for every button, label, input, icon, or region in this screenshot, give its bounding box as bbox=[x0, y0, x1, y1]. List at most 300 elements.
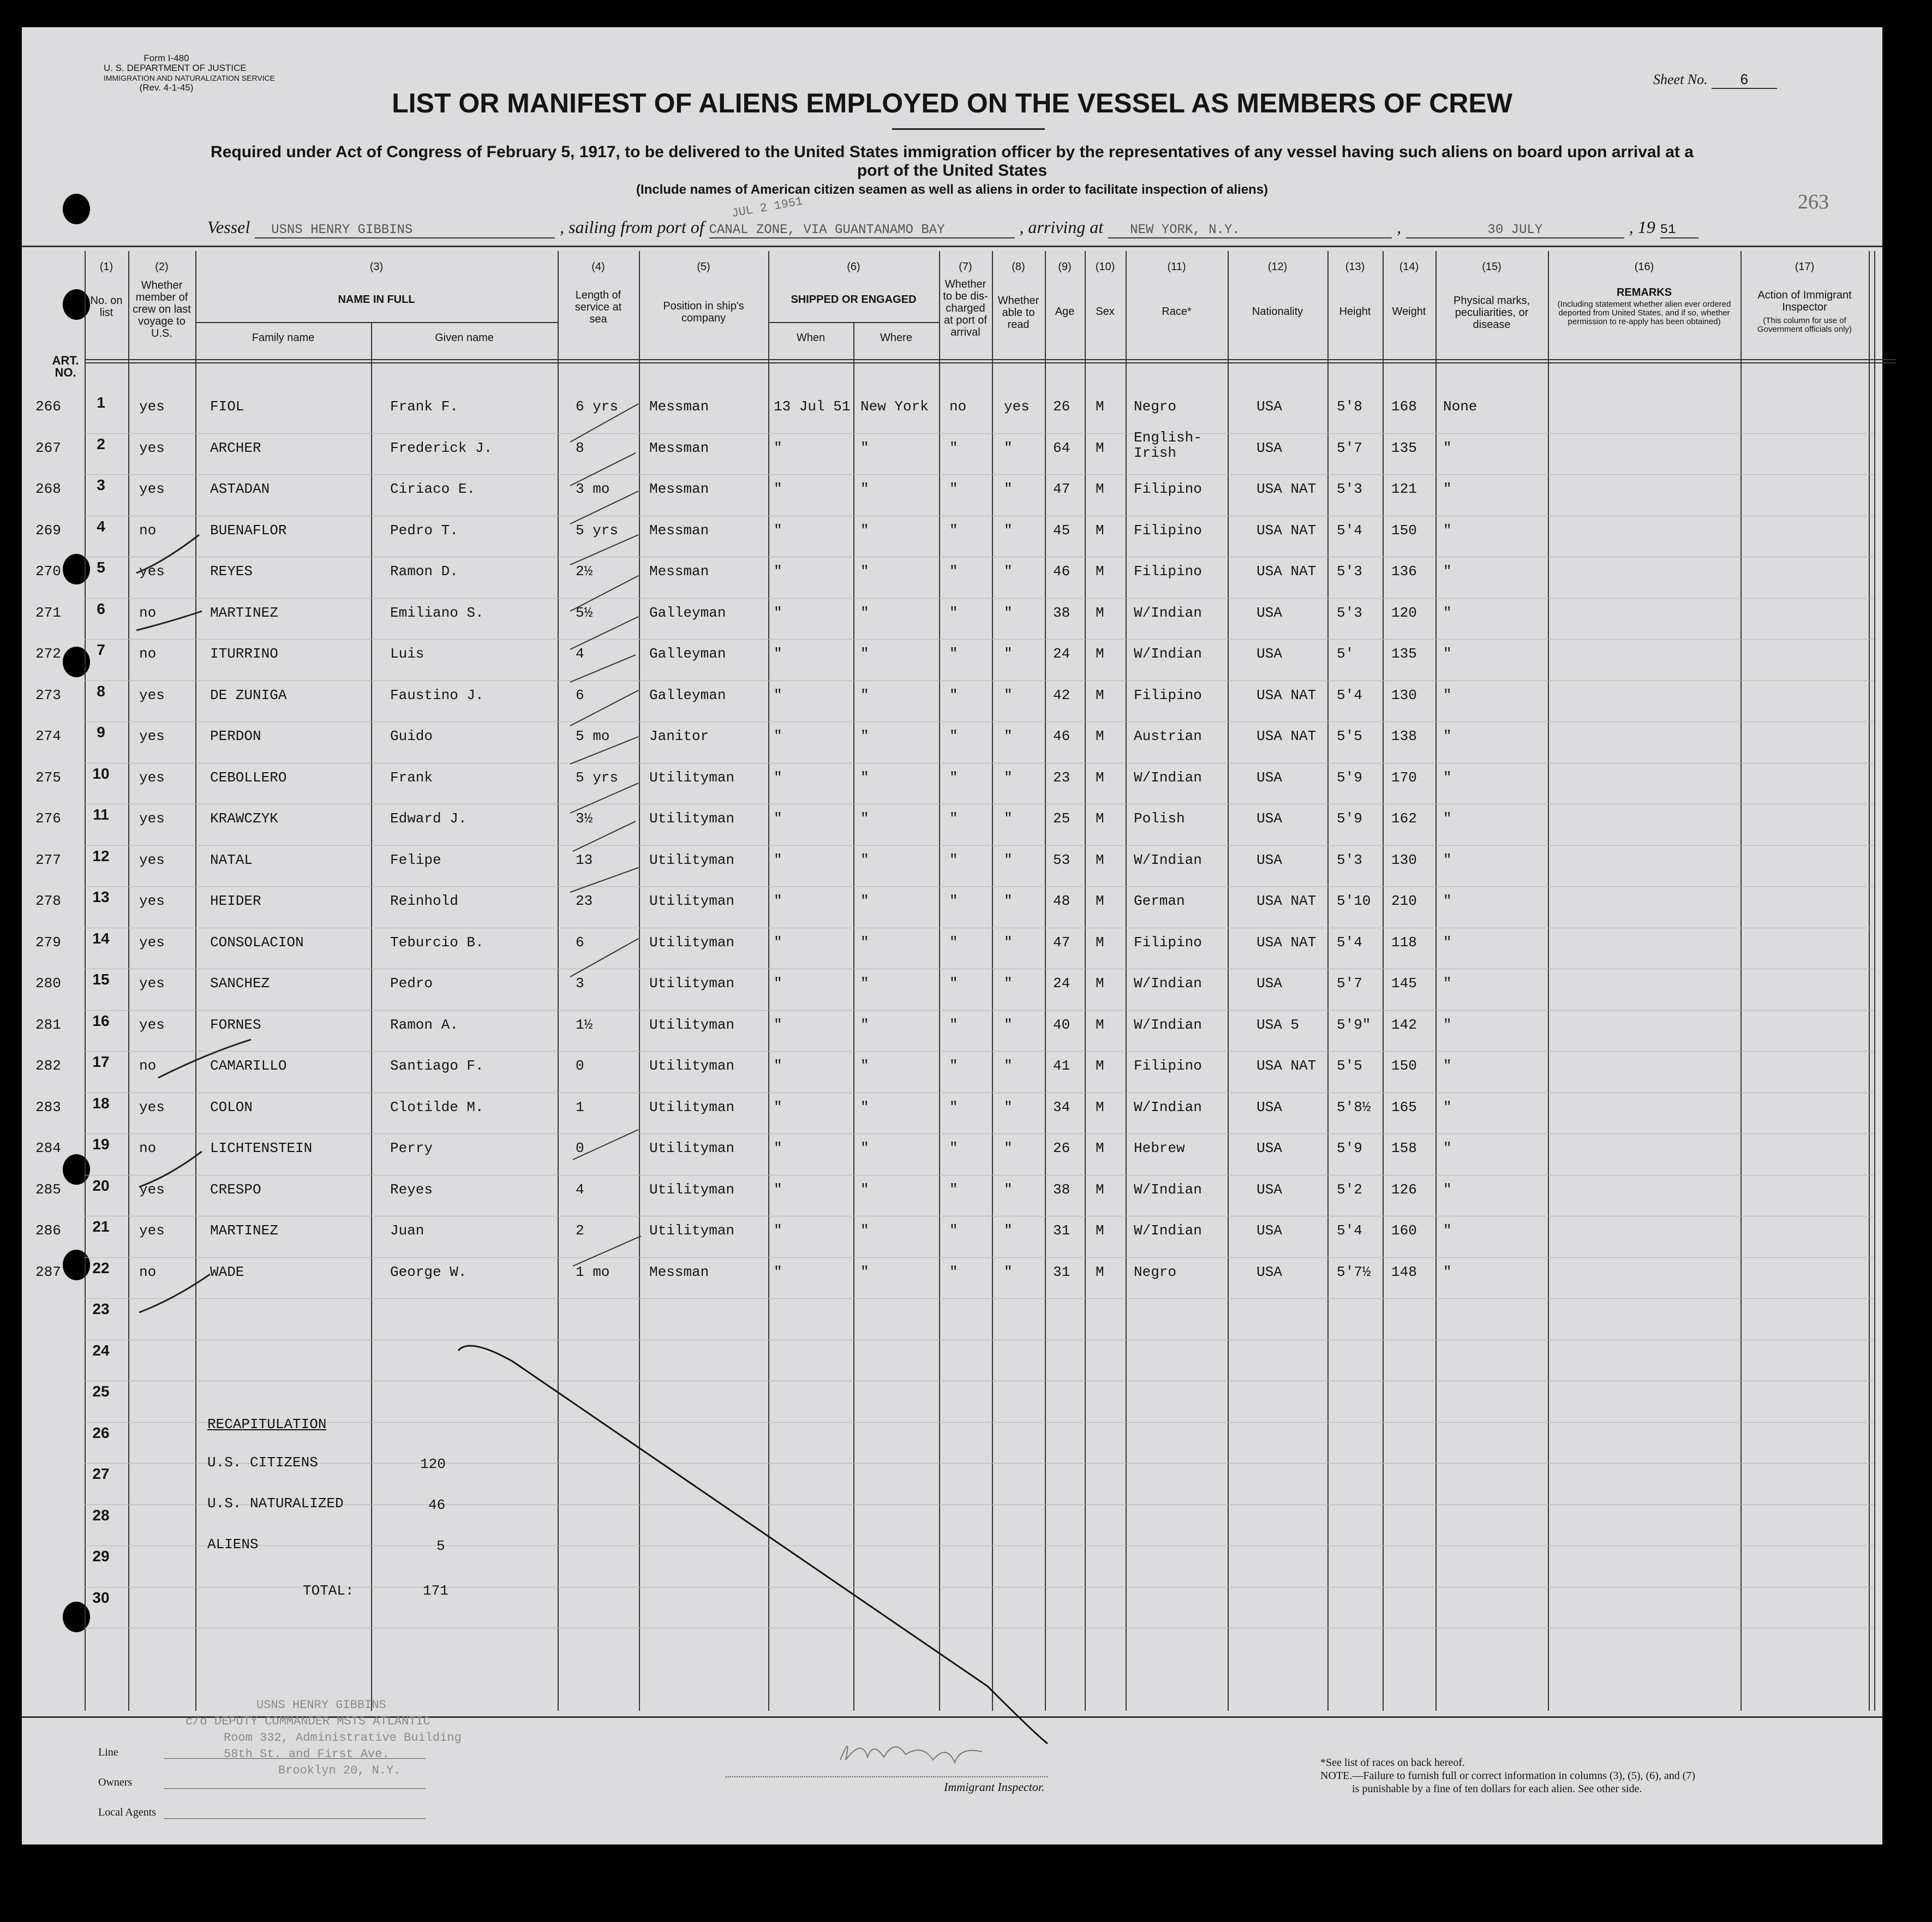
cell-weight: 135 bbox=[1391, 439, 1417, 456]
citizens-label: U.S. CITIZENS bbox=[207, 1454, 318, 1471]
cell-sex: M bbox=[1096, 563, 1104, 580]
cell-when: 13 Jul 51 bbox=[774, 398, 851, 415]
cell-service: 4 bbox=[576, 646, 584, 662]
cell-sex: M bbox=[1096, 851, 1104, 868]
cell-weight: 165 bbox=[1391, 1099, 1417, 1115]
cell-discharged: " bbox=[949, 481, 958, 497]
subtitle-line2: port of the United States bbox=[857, 162, 1048, 180]
cell-read: " bbox=[1004, 934, 1013, 951]
cell-family: NATAL bbox=[210, 851, 253, 868]
cell-read: " bbox=[1004, 481, 1013, 497]
cell-no: 5 bbox=[97, 559, 105, 576]
cell-read: " bbox=[1004, 893, 1013, 909]
cell-art: 287 bbox=[35, 1263, 61, 1280]
departure-port: CANAL ZONE, VIA GUANTANAMO BAY bbox=[709, 223, 1015, 238]
cell-service: 1½ bbox=[576, 1016, 593, 1033]
subtitle-line1: Required under Act of Congress of February 5, 1917, to be delivered to the United States immigration officer by the representatives of any vessel having such aliens on board upon arrival at a bbox=[211, 143, 1694, 161]
cell-given: George W. bbox=[390, 1263, 467, 1280]
cell-position: Messman bbox=[649, 439, 709, 456]
cell-given: Pedro T. bbox=[390, 522, 458, 539]
cell-when: " bbox=[774, 1222, 782, 1239]
cell-marks: " bbox=[1443, 893, 1452, 909]
cell-nationality: USA bbox=[1257, 810, 1282, 827]
cell-read: " bbox=[1004, 1058, 1013, 1074]
cell-given: Frank F. bbox=[390, 398, 458, 415]
cell-weight: 130 bbox=[1391, 687, 1417, 703]
recap-heading: RECAPITULATION bbox=[207, 1416, 327, 1432]
cell-where: " bbox=[860, 1222, 869, 1239]
cell-position: Utilityman bbox=[649, 1181, 735, 1198]
cell-discharged: " bbox=[949, 1222, 958, 1239]
cell-age: 24 bbox=[1053, 646, 1070, 662]
stamp-line1: USNS HENRY GIBBINS bbox=[256, 1698, 386, 1712]
cell-family: WADE bbox=[210, 1263, 244, 1280]
cell-no: 2 bbox=[97, 435, 105, 452]
cell-where: " bbox=[860, 687, 869, 703]
cell-race: Filipino bbox=[1134, 563, 1202, 580]
cell-discharged: no bbox=[949, 398, 967, 415]
cell-where: " bbox=[860, 1263, 869, 1280]
cell-given: Faustino J. bbox=[390, 687, 484, 703]
cell-when: " bbox=[774, 893, 782, 909]
cell-given: Clotilde M. bbox=[390, 1099, 484, 1115]
col14-header: Weight bbox=[1392, 306, 1426, 318]
cell-weight: 126 bbox=[1391, 1181, 1417, 1198]
cell-discharged: " bbox=[949, 604, 958, 621]
col3-number: (3) bbox=[369, 261, 384, 273]
cell-sex: M bbox=[1096, 1099, 1104, 1115]
cell-nationality: USA NAT bbox=[1257, 728, 1317, 744]
cell-no: 12 bbox=[92, 847, 110, 864]
cell-marks: " bbox=[1443, 769, 1452, 786]
cell-art: 276 bbox=[35, 810, 61, 827]
cell-no: 20 bbox=[92, 1177, 110, 1194]
cell-sex: M bbox=[1096, 1181, 1104, 1198]
form-number: Form I-480 bbox=[143, 53, 189, 63]
cell-read: " bbox=[1004, 1263, 1013, 1280]
cell-age: 40 bbox=[1053, 1016, 1070, 1033]
cell-marks: None bbox=[1443, 398, 1478, 415]
naturalized-count: 46 bbox=[428, 1497, 446, 1513]
cell-discharged: " bbox=[949, 1099, 958, 1115]
cell-read: " bbox=[1004, 851, 1013, 868]
cell-nationality: USA NAT bbox=[1257, 893, 1317, 909]
cell-no: 9 bbox=[97, 724, 105, 741]
cell-discharged: " bbox=[949, 893, 958, 909]
cell-race: Austrian bbox=[1134, 728, 1202, 744]
arrival-date: 30 JULY bbox=[1406, 223, 1624, 238]
cell-service: 4 bbox=[576, 1181, 584, 1198]
col1-number: (1) bbox=[99, 261, 113, 273]
cell-voyage: no bbox=[139, 1058, 157, 1074]
cell-family: MARTINEZ bbox=[210, 1222, 278, 1239]
cell-sex: M bbox=[1096, 769, 1104, 786]
cell-service: 1 mo bbox=[576, 1263, 610, 1280]
cell-read: " bbox=[1004, 1099, 1013, 1115]
cell-height: 5'9 bbox=[1337, 769, 1362, 786]
page-title: LIST OR MANIFEST OF ALIENS EMPLOYED ON THE VESSEL AS MEMBERS OF CREW bbox=[392, 88, 1512, 118]
cell-marks: " bbox=[1443, 1016, 1452, 1033]
cell-given: Pedro bbox=[390, 975, 433, 992]
cell-position: Janitor bbox=[649, 728, 709, 744]
manifest-sheet bbox=[22, 27, 1882, 1845]
cell-nationality: USA NAT bbox=[1257, 522, 1317, 539]
cell-no: 8 bbox=[97, 682, 105, 700]
cell-read: " bbox=[1004, 522, 1013, 539]
cell-art: 272 bbox=[35, 646, 61, 662]
col16-number: (16) bbox=[1634, 261, 1654, 273]
cell-voyage: no bbox=[139, 522, 157, 539]
cell-weight: 142 bbox=[1391, 1016, 1417, 1033]
cell-sex: M bbox=[1096, 646, 1104, 662]
cell-art: 266 bbox=[35, 398, 61, 415]
arrival-year: 51 bbox=[1660, 223, 1698, 238]
cell-race: W/Indian bbox=[1134, 851, 1202, 868]
cell-height: 5'9 bbox=[1337, 810, 1362, 827]
cell-sex: M bbox=[1096, 934, 1104, 951]
cell-service: 5 yrs bbox=[576, 522, 619, 539]
col10-header: Sex bbox=[1096, 306, 1115, 318]
cell-sex: M bbox=[1096, 522, 1104, 539]
cell-art: 267 bbox=[35, 439, 61, 456]
cell-position: Utilityman bbox=[649, 1016, 735, 1033]
cell-marks: " bbox=[1443, 1263, 1452, 1280]
cell-when: " bbox=[774, 810, 782, 827]
cell-family: COLON bbox=[210, 1099, 253, 1115]
cell-art: 278 bbox=[35, 893, 61, 909]
col17-header: Action of Immigrant Inspector bbox=[1757, 289, 1852, 313]
cell-voyage: yes bbox=[139, 728, 165, 744]
cell-art: 271 bbox=[35, 604, 61, 621]
cell-height: 5'3 bbox=[1337, 481, 1362, 497]
cell-service: 13 bbox=[576, 851, 593, 868]
cell-position: Messman bbox=[649, 1263, 709, 1280]
cell-age: 34 bbox=[1053, 1099, 1070, 1115]
given-name-header: Given name bbox=[435, 332, 494, 344]
cell-read: " bbox=[1004, 1181, 1013, 1198]
cell-race: Negro bbox=[1134, 1263, 1177, 1280]
cell-service: 5 yrs bbox=[576, 769, 619, 786]
footer-notes bbox=[1320, 1756, 1695, 1795]
cell-family: SANCHEZ bbox=[210, 975, 270, 992]
service-name: IMMIGRATION AND NATURALIZATION SERVICE bbox=[104, 74, 275, 82]
citizens-count: 120 bbox=[420, 1456, 446, 1472]
agents-label: Local Agents bbox=[98, 1806, 157, 1818]
cell-where: " bbox=[860, 563, 869, 580]
cell-art: 269 bbox=[35, 522, 61, 539]
cell-voyage: yes bbox=[139, 1181, 165, 1198]
cell-discharged: " bbox=[949, 810, 958, 827]
cell-where: " bbox=[860, 604, 869, 621]
cell-when: " bbox=[774, 439, 782, 456]
cell-family: CAMARILLO bbox=[210, 1058, 287, 1074]
cell-when: " bbox=[774, 563, 782, 580]
cell-when: " bbox=[774, 975, 782, 992]
cell-discharged: " bbox=[949, 687, 958, 703]
col13-header: Height bbox=[1339, 306, 1371, 318]
cell-height: 5'9 bbox=[1337, 1140, 1362, 1156]
col17-subheader: (This column for use of Government officials only) bbox=[1757, 316, 1852, 334]
cell-sex: M bbox=[1096, 398, 1104, 415]
cell-family: CONSOLACION bbox=[210, 934, 304, 951]
col15-header: Physical marks, peculiarities, or disease bbox=[1453, 295, 1530, 331]
cell-position: Utilityman bbox=[649, 1140, 735, 1156]
cell-family: KRAWCZYK bbox=[210, 810, 278, 827]
cell-discharged: " bbox=[949, 1181, 958, 1198]
cell-age: 24 bbox=[1053, 975, 1070, 992]
cell-age: 53 bbox=[1053, 851, 1070, 868]
cell-height: 5'4 bbox=[1337, 687, 1362, 703]
cell-nationality: USA bbox=[1257, 975, 1282, 992]
cell-nationality: USA NAT bbox=[1257, 687, 1317, 703]
cell-family: LICHTENSTEIN bbox=[210, 1140, 313, 1156]
cell-race: W/Indian bbox=[1134, 1222, 1202, 1239]
cell-nationality: USA bbox=[1257, 1263, 1282, 1280]
cell-marks: " bbox=[1443, 687, 1452, 703]
cell-family: ITURRINO bbox=[210, 646, 278, 662]
cell-family: CRESPO bbox=[210, 1181, 261, 1198]
cell-art: 277 bbox=[35, 851, 61, 868]
col8-header: Whether able to read bbox=[997, 295, 1039, 331]
cell-age: 26 bbox=[1053, 398, 1070, 415]
cell-sex: M bbox=[1096, 481, 1104, 497]
cell-weight: 138 bbox=[1391, 728, 1417, 744]
cell-no: 6 bbox=[97, 600, 105, 617]
cell-race: W/Indian bbox=[1134, 975, 1202, 992]
cell-nationality: USA bbox=[1257, 1181, 1282, 1198]
cell-discharged: " bbox=[949, 851, 958, 868]
cell-voyage: yes bbox=[139, 769, 165, 786]
cell-height: 5'10 bbox=[1337, 893, 1371, 909]
cell-age: 64 bbox=[1053, 439, 1070, 456]
cell-marks: " bbox=[1443, 1140, 1452, 1156]
empty-row-number: 29 bbox=[92, 1548, 110, 1565]
cell-when: " bbox=[774, 1058, 782, 1074]
total-label: TOTAL: bbox=[303, 1583, 354, 1599]
cell-when: " bbox=[774, 1140, 782, 1156]
cell-race: English-Irish bbox=[1134, 429, 1202, 461]
cell-race: Negro bbox=[1134, 398, 1177, 415]
cell-height: 5'7½ bbox=[1337, 1263, 1371, 1280]
col4-header: Length of service at sea bbox=[575, 289, 622, 325]
cell-no: 19 bbox=[92, 1136, 110, 1153]
cell-service: 0 bbox=[576, 1058, 584, 1074]
cell-when: " bbox=[774, 1263, 782, 1280]
cell-nationality: USA bbox=[1257, 439, 1282, 456]
cell-where: " bbox=[860, 1016, 869, 1033]
cell-given: Frederick J. bbox=[390, 439, 493, 456]
cell-where: " bbox=[860, 522, 869, 539]
cell-height: 5'8 bbox=[1337, 398, 1362, 415]
cell-race: Filipino bbox=[1134, 481, 1202, 497]
cell-age: 31 bbox=[1053, 1263, 1070, 1280]
col8-number: (8) bbox=[1012, 261, 1025, 273]
cell-given: Juan bbox=[390, 1222, 424, 1239]
cell-height: 5'8½ bbox=[1337, 1099, 1371, 1115]
cell-race: Filipino bbox=[1134, 934, 1202, 951]
cell-marks: " bbox=[1443, 975, 1452, 992]
cell-position: Utilityman bbox=[649, 1099, 735, 1115]
sailing-label: , sailing from port of bbox=[559, 217, 704, 237]
pen-marks bbox=[22, 27, 1882, 1845]
cell-art: 268 bbox=[35, 481, 61, 497]
cell-where: " bbox=[860, 934, 869, 951]
cell-given: Santiago F. bbox=[390, 1058, 484, 1074]
empty-row-number: 24 bbox=[92, 1341, 110, 1359]
cell-read: " bbox=[1004, 769, 1013, 786]
cell-read: " bbox=[1004, 975, 1013, 992]
revision-date: (Rev. 4-1-45) bbox=[139, 82, 194, 93]
cell-read: " bbox=[1004, 646, 1013, 662]
cell-height: 5'7 bbox=[1337, 439, 1362, 456]
stamp-line2: c/o DEPUTY COMMANDER MSTS ATLANTIC bbox=[186, 1715, 430, 1728]
cell-weight: 168 bbox=[1391, 398, 1417, 415]
cell-race: W/Indian bbox=[1134, 1181, 1202, 1198]
cell-where: " bbox=[860, 1181, 869, 1198]
cell-age: 47 bbox=[1053, 481, 1070, 497]
col9-number: (9) bbox=[1058, 261, 1072, 273]
cell-family: ARCHER bbox=[210, 439, 261, 456]
note-penalty-cont: is punishable by a fine of ten dollars for each alien. See other side. bbox=[1352, 1783, 1642, 1795]
cell-age: 38 bbox=[1053, 604, 1070, 621]
cell-art: 274 bbox=[35, 728, 61, 744]
col2-header: Whether member of crew on last voyage to U.S. bbox=[133, 279, 191, 339]
cell-service: 6 yrs bbox=[576, 398, 619, 415]
cell-position: Utilityman bbox=[649, 810, 735, 827]
cell-art: 286 bbox=[35, 1222, 61, 1239]
cell-when: " bbox=[774, 1099, 782, 1115]
vessel-line: Vessel USNS HENRY GIBBINS , sailing from port of CANAL ZONE, VIA GUANTANAMO BAY , arriving at NEW YORK, N.Y. , 30 JULY , 19 51 bbox=[207, 217, 1698, 238]
cell-family: REYES bbox=[210, 563, 253, 580]
cell-position: Galleyman bbox=[649, 687, 726, 703]
cell-sex: M bbox=[1096, 1263, 1104, 1280]
cell-service: 8 bbox=[576, 439, 584, 456]
cell-position: Utilityman bbox=[649, 934, 735, 951]
col13-number: (13) bbox=[1345, 261, 1365, 273]
cell-marks: " bbox=[1443, 1099, 1452, 1115]
cell-discharged: " bbox=[949, 439, 958, 456]
cell-marks: " bbox=[1443, 851, 1452, 868]
cell-weight: 162 bbox=[1391, 810, 1417, 827]
cell-voyage: yes bbox=[139, 439, 165, 456]
inspector-label: Immigrant Inspector. bbox=[944, 1780, 1045, 1794]
cell-discharged: " bbox=[949, 1016, 958, 1033]
cell-height: 5'3 bbox=[1337, 604, 1362, 621]
cell-age: 38 bbox=[1053, 1181, 1070, 1198]
cell-age: 46 bbox=[1053, 563, 1070, 580]
cell-nationality: USA 5 bbox=[1257, 1016, 1300, 1033]
cell-race: Filipino bbox=[1134, 522, 1202, 539]
col17-number: (17) bbox=[1795, 261, 1815, 273]
cell-height: 5' bbox=[1337, 646, 1354, 662]
cell-voyage: yes bbox=[139, 1016, 165, 1033]
cell-marks: " bbox=[1443, 481, 1452, 497]
page-stamp: 263 bbox=[1798, 190, 1829, 213]
cell-discharged: " bbox=[949, 563, 958, 580]
cell-nationality: USA bbox=[1257, 769, 1282, 786]
cell-marks: " bbox=[1443, 1222, 1452, 1239]
cell-age: 42 bbox=[1053, 687, 1070, 703]
checkmarks bbox=[570, 404, 641, 1266]
cell-weight: 118 bbox=[1391, 934, 1417, 951]
cell-art: 283 bbox=[35, 1099, 61, 1115]
cell-where: " bbox=[860, 1058, 869, 1074]
cell-voyage: yes bbox=[139, 687, 165, 703]
cell-given: Ramon D. bbox=[390, 563, 458, 580]
cell-given: Guido bbox=[390, 728, 433, 744]
department-name: U. S. DEPARTMENT OF JUSTICE bbox=[104, 63, 247, 73]
cell-given: Frank bbox=[390, 769, 433, 786]
col4-number: (4) bbox=[591, 261, 605, 273]
cell-sex: M bbox=[1096, 1016, 1104, 1033]
cell-read: " bbox=[1004, 604, 1013, 621]
cell-when: " bbox=[774, 769, 782, 786]
cell-where: " bbox=[860, 810, 869, 827]
cell-race: W/Indian bbox=[1134, 769, 1202, 786]
cell-family: FIOL bbox=[210, 398, 244, 415]
cell-voyage: yes bbox=[139, 1099, 165, 1115]
cell-age: 31 bbox=[1053, 1222, 1070, 1239]
col16-header: REMARKS bbox=[1616, 286, 1672, 299]
col6-header: SHIPPED OR ENGAGED bbox=[791, 294, 917, 306]
cell-nationality: USA bbox=[1257, 1140, 1282, 1156]
cell-discharged: " bbox=[949, 769, 958, 786]
cell-family: DE ZUNIGA bbox=[210, 687, 287, 703]
cell-no: 16 bbox=[92, 1012, 110, 1029]
cell-marks: " bbox=[1443, 439, 1452, 456]
cell-position: Galleyman bbox=[649, 604, 726, 621]
cell-given: Ciriaco E. bbox=[390, 481, 476, 497]
cell-sex: M bbox=[1096, 1058, 1104, 1074]
cell-height: 5'4 bbox=[1337, 1222, 1362, 1239]
cell-height: 5'4 bbox=[1337, 522, 1362, 539]
cell-nationality: USA bbox=[1257, 646, 1282, 662]
cell-given: Ramon A. bbox=[390, 1016, 458, 1033]
cell-no: 13 bbox=[92, 888, 110, 905]
cell-service: 0 bbox=[576, 1140, 584, 1156]
col3-header: NAME IN FULL bbox=[338, 294, 415, 306]
empty-row-number: 25 bbox=[92, 1383, 110, 1400]
cell-art: 270 bbox=[35, 563, 61, 580]
cell-sex: M bbox=[1096, 893, 1104, 909]
cell-position: Utilityman bbox=[649, 893, 735, 909]
cell-height: 5'2 bbox=[1337, 1181, 1362, 1198]
cell-when: " bbox=[774, 851, 782, 868]
cell-where: New York bbox=[860, 398, 929, 415]
cell-where: " bbox=[860, 481, 869, 497]
cell-position: Utilityman bbox=[649, 769, 735, 786]
cell-service: 5½ bbox=[576, 604, 593, 621]
col5-header: Position in ship's company bbox=[663, 300, 744, 324]
cell-age: 48 bbox=[1053, 893, 1070, 909]
cell-when: " bbox=[774, 687, 782, 703]
cell-no: 21 bbox=[92, 1218, 110, 1235]
cell-no: 1 bbox=[97, 394, 105, 411]
cell-service: 23 bbox=[576, 893, 593, 909]
cell-position: Utilityman bbox=[649, 1058, 735, 1074]
cell-marks: " bbox=[1443, 1181, 1452, 1198]
cell-position: Messman bbox=[649, 398, 709, 415]
col7-header: Whether to be dis-charged at port of arrival bbox=[943, 278, 988, 338]
cell-no: 7 bbox=[97, 641, 105, 658]
aliens-count: 5 bbox=[436, 1538, 445, 1554]
col16-subheader: (Including statement whether alien ever ordered deported from United States, and if so, whether permission to re-apply has been obtained) bbox=[1557, 300, 1731, 326]
cell-read: " bbox=[1004, 687, 1013, 703]
col1-header: No. on list bbox=[90, 295, 123, 319]
cell-no: 17 bbox=[92, 1053, 110, 1070]
cell-voyage: no bbox=[139, 1263, 157, 1280]
cell-sex: M bbox=[1096, 1222, 1104, 1239]
